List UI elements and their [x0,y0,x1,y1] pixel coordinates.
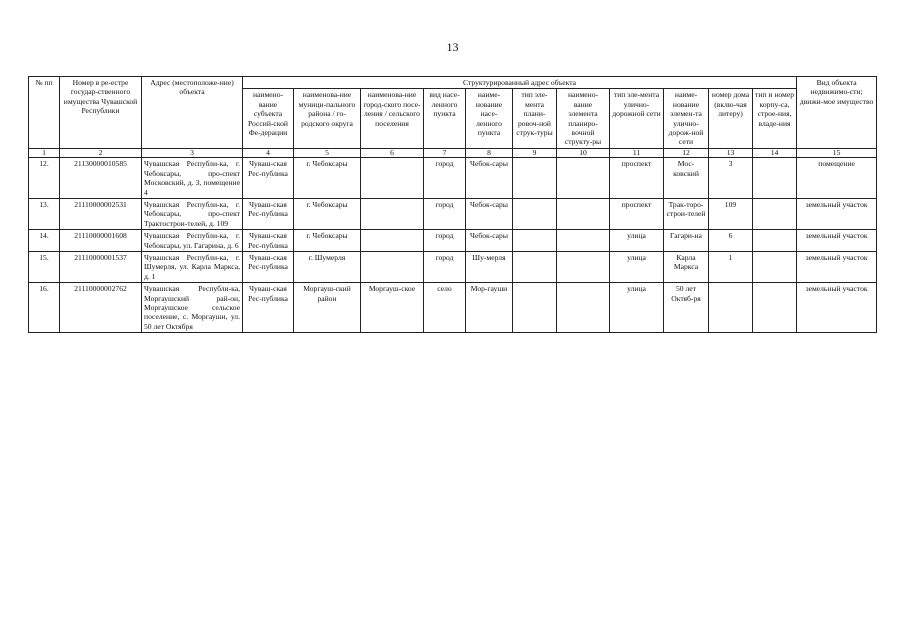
cell-locality-name: Шу-мерля [466,252,513,283]
cell-planning-element-name [557,283,610,333]
cell-street-name: Гагари-на [664,230,709,252]
header-subcol: наиме-нование элемен-та улично-дорож-ной сети [664,89,709,148]
header-subcol: наимено-вание субъекта Россий-ской Фе-дерации [243,89,294,148]
cell-locality-name: Чебок-сары [466,158,513,199]
cell-object-type: земельный участок [797,230,877,252]
column-number: 9 [513,148,557,158]
column-number: 10 [557,148,610,158]
header-subcol: наимено-вание элемента планиро-вочной структу-ры [557,89,610,148]
header-subcol: вид насе-ленного пункта [424,89,466,148]
column-number: 13 [709,148,753,158]
cell-house-number: 3 [709,158,753,199]
cell-planning-element-name [557,252,610,283]
cell-object-type: земельный участок [797,198,877,229]
cell-building-number [753,158,797,199]
cell-house-number [709,283,753,333]
cell-planning-element-type [513,198,557,229]
cell-object-type: помещение [797,158,877,199]
header-subcol: наиме-нование насе-ленного пункта [466,89,513,148]
cell-planning-element-name [557,230,610,252]
header-col-num: № пп [29,77,60,149]
cell-locality-type: город [424,230,466,252]
cell-street-name: 50 лет Октяб-ря [664,283,709,333]
table-row [29,252,877,283]
header-subcol: наименова-ние муници-пального района / го-родского округа [294,89,361,148]
cell-row-number: 14. [29,230,60,252]
cell-settlement [361,252,424,283]
table-row [29,283,877,333]
cell-settlement [361,158,424,199]
cell-address: Чувашская Республи-ка, Моргаушский рай-он, Моргаушское сельское поселение, с. Моргауши, ул. 50 лет Октября [142,283,243,333]
cell-address: Чувашская Республи-ка, г. Шумерля, ул. Карла Маркса, д. 1 [142,252,243,283]
cell-house-number: 6 [709,230,753,252]
column-number: 14 [753,148,797,158]
cell-municipality: Моргауш-ский район [294,283,361,333]
cell-house-number: 109 [709,198,753,229]
cell-locality-name: Мор-гауши [466,283,513,333]
cell-street-type: проспект [610,198,664,229]
column-number: 6 [361,148,424,158]
cell-planning-element-name [557,158,610,199]
column-number: 8 [466,148,513,158]
column-number: 2 [60,148,142,158]
cell-municipality: г. Чебоксары [294,230,361,252]
cell-building-number [753,283,797,333]
cell-object-type: земельный участок [797,252,877,283]
cell-building-number [753,198,797,229]
cell-address: Чувашская Республи-ка, г. Чебоксары, ул. Гагарина, д. 6 [142,230,243,252]
header-row [29,77,877,89]
cell-registry-number: 21110000002531 [60,198,142,229]
column-number: 4 [243,148,294,158]
cell-subject-name: Чуваш-ская Рес-публика [243,283,294,333]
cell-building-number [753,252,797,283]
column-number: 12 [664,148,709,158]
cell-subject-name: Чуваш-ская Рес-публика [243,230,294,252]
cell-building-number [753,230,797,252]
column-number: 11 [610,148,664,158]
cell-locality-type: город [424,198,466,229]
cell-row-number: 13. [29,198,60,229]
cell-street-type: проспект [610,158,664,199]
column-number: 5 [294,148,361,158]
header-col-object-type: Вид объекта недвижимо-сти; движи-мое имущество [797,77,877,149]
cell-settlement: Моргауш-ское [361,283,424,333]
cell-subject-name: Чуваш-ская Рес-публика [243,198,294,229]
cell-locality-type: село [424,283,466,333]
cell-address: Чувашская Республи-ка, г. Чебоксары, про-спект Трактострои-телей, д. 109 [142,198,243,229]
column-number: 1 [29,148,60,158]
header-subcol: тип и номер корпу-са, строе-ния, владе-ния [753,89,797,148]
cell-subject-name: Чуваш-ская Рес-публика [243,252,294,283]
cell-row-number: 16. [29,283,60,333]
registry-table [28,76,877,333]
cell-locality-type: город [424,252,466,283]
header-col-registry-number: Номер в ре-естре государ-ственного имущества Чувашской Республики [60,77,142,149]
header-col-structured-address: Структурированный адрес объекта [243,77,797,89]
cell-planning-element-type [513,158,557,199]
cell-registry-number: 21110000001537 [60,252,142,283]
cell-locality-name: Чебок-сары [466,198,513,229]
cell-municipality: г. Чебоксары [294,198,361,229]
header-col-address: Адрес (местоположе-ние) объекта [142,77,243,149]
table-row [29,198,877,229]
cell-address: Чувашская Республи-ка, г. Чебоксары, про-спект Московский, д. 3, помещение 4 [142,158,243,199]
table-row [29,230,877,252]
header-subcol: наименова-ние город-ского посе-ления / сельского поселения [361,89,424,148]
cell-street-name: Мос-ковский [664,158,709,199]
column-number: 7 [424,148,466,158]
header-subcol: тип эле-мента улично-дорожной сети [610,89,664,148]
cell-street-name: Трак-торо-строи-телей [664,198,709,229]
cell-planning-element-type [513,230,557,252]
cell-planning-element-type [513,252,557,283]
cell-municipality: г. Чебоксары [294,158,361,199]
cell-municipality: г. Шумерля [294,252,361,283]
cell-planning-element-type [513,283,557,333]
column-number: 3 [142,148,243,158]
cell-row-number: 15. [29,252,60,283]
cell-row-number: 12. [29,158,60,199]
cell-registry-number: 21130000010585 [60,158,142,199]
cell-object-type: земельный участок [797,283,877,333]
cell-street-type: улица [610,283,664,333]
table-row [29,158,877,199]
cell-settlement [361,230,424,252]
cell-registry-number: 21110000002762 [60,283,142,333]
page-number: 13 [446,40,459,54]
cell-street-name: Карла Маркса [664,252,709,283]
cell-house-number: 1 [709,252,753,283]
cell-settlement [361,198,424,229]
cell-street-type: улица [610,252,664,283]
header-subcol: тип эле-мента плани-ровоч-ной струк-туры [513,89,557,148]
cell-registry-number: 21110000001608 [60,230,142,252]
cell-planning-element-name [557,198,610,229]
column-number: 15 [797,148,877,158]
header-subcol: номер дома (вклю-чая литеру) [709,89,753,148]
cell-subject-name: Чуваш-ская Рес-публика [243,158,294,199]
cell-street-type: улица [610,230,664,252]
cell-locality-name: Чебок-сары [466,230,513,252]
cell-locality-type: город [424,158,466,199]
column-number-row [29,148,877,158]
